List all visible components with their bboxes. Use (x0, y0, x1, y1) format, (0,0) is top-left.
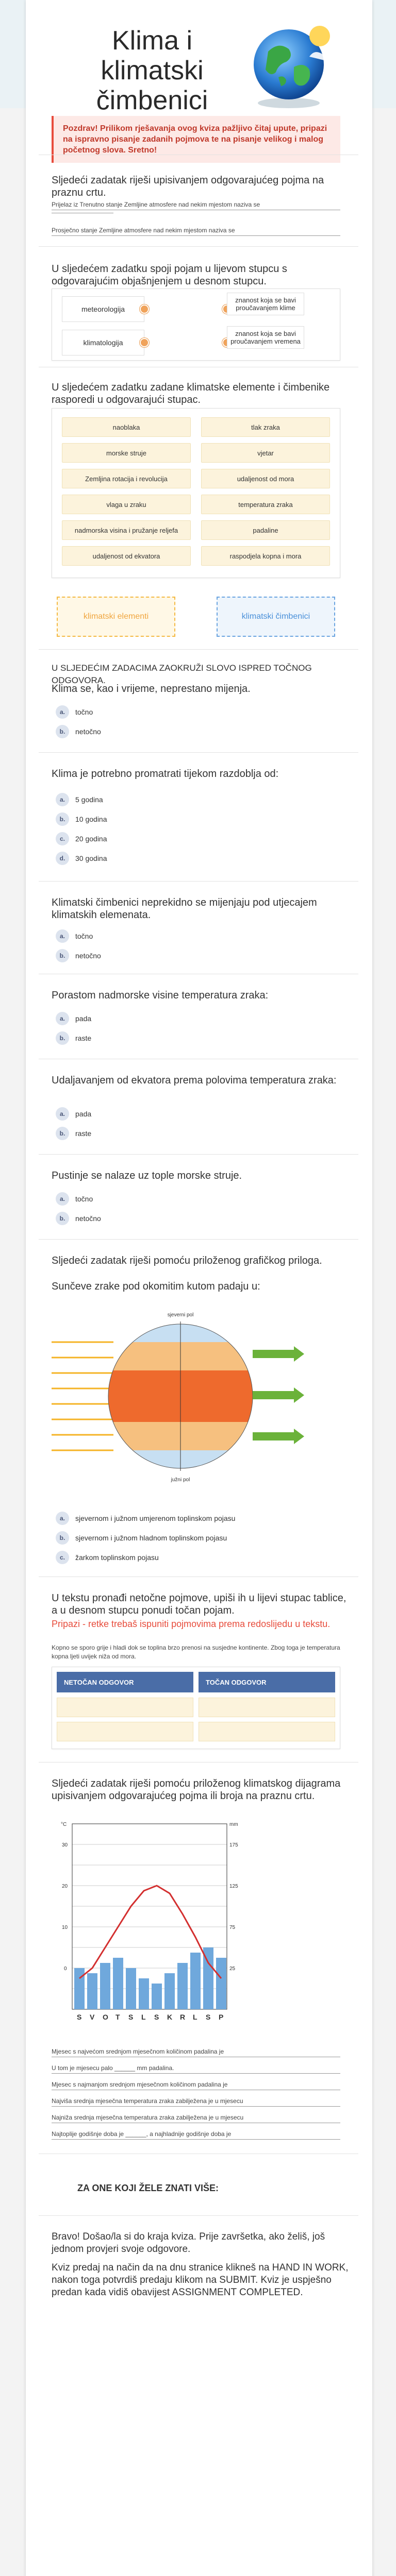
question-5-text: Klima je potrebno promatrati tijekom razdoblja od: (52, 768, 279, 779)
svg-text:0: 0 (64, 1966, 67, 1972)
option-a[interactable]: a. točno (56, 703, 93, 721)
option-letter: c. (56, 1551, 69, 1564)
question-12-text: Sljedeći zadatak riješi pomoću priloženog klimatskog dijagrama upisivanjem odgovarajućeg pojma ili broja na praznu crtu. (52, 1778, 341, 1802)
match-term-climatology[interactable]: klimatologija (62, 330, 144, 355)
option-letter: a. (56, 1192, 69, 1206)
option-b[interactable]: b. raste (56, 1029, 91, 1047)
sort-item[interactable]: naoblaka (62, 417, 191, 437)
svg-text:175: 175 (229, 1842, 238, 1848)
match-definition-climate[interactable]: znanost koja se bavi proučavanjem klime (227, 293, 304, 315)
fill-line-climate[interactable]: Prosječno stanje Zemljine atmosfere nad nekim mjestom naziva se (52, 227, 340, 236)
svg-text:75: 75 (229, 1925, 236, 1930)
diagram-answer-line[interactable]: Mjesec s najmanjom srednjom mjesečnom količinom padalina je (52, 2081, 340, 2090)
divider (39, 246, 358, 247)
month-label: P (219, 2013, 224, 2021)
sort-item[interactable]: vjetar (201, 443, 330, 463)
option-b[interactable]: b. netočno (56, 723, 101, 740)
zone-arrows (253, 1346, 304, 1444)
correct-term-input[interactable] (199, 1698, 335, 1717)
option-a[interactable]: a. točno (56, 927, 93, 945)
page-title: Klima i klimatski čimbenici (96, 26, 208, 115)
correct-term-input[interactable] (199, 1722, 335, 1741)
match-connector-dot[interactable] (140, 304, 149, 314)
match-term-meteorology[interactable]: meteorologija (62, 296, 144, 322)
question-11-text: U tekstu pronađi netočne pojmove, upiši ih u lijevi stupac tablice, a u desnom stupcu ponudi točan pojam. (52, 1592, 346, 1616)
earth-zones-diagram (52, 1301, 309, 1486)
option-letter: b. (56, 949, 69, 962)
svg-text:20: 20 (62, 1884, 68, 1889)
diagram-answer-line[interactable]: U tom je mjesecu palo ______ mm padalina. (52, 2064, 340, 2074)
option-letter: a. (56, 1012, 69, 1025)
wrong-term-input[interactable] (57, 1722, 193, 1741)
bin-climate-factors[interactable]: klimatski čimbenici (217, 597, 335, 637)
option-letter: d. (56, 852, 69, 865)
month-labels (77, 2013, 223, 2021)
month-label: T (116, 2013, 120, 2021)
month-label: L (193, 2013, 197, 2021)
option-b[interactable]: b. netočno (56, 1210, 101, 1227)
diagram-answer-line[interactable]: Mjesec s najvećom srednjom mjesečnom količinom padalina je (52, 2048, 340, 2057)
svg-text:125: 125 (229, 1884, 238, 1889)
option-a[interactable]: a. 5 godina (56, 791, 103, 808)
sort-item[interactable]: udaljenost od mora (201, 469, 330, 488)
month-label: S (128, 2013, 134, 2021)
option-a[interactable]: a. točno (56, 1190, 93, 1208)
svg-text:°C: °C (61, 1822, 67, 1827)
bin-climate-elements[interactable]: klimatski elementi (57, 597, 175, 637)
question-8-text: Udaljavanjem od ekvatora prema polovima temperatura zraka: (52, 1075, 337, 1086)
month-label: V (90, 2013, 95, 2021)
globe-icon (242, 21, 335, 113)
question-4-text: Klima se, kao i vrijeme, neprestano mijenja. (52, 683, 251, 694)
completion-text: Bravo! Došao/la si do kraja kviza. Prije završetka, ako želiš, još jednom provjeri svoje odgovore. (52, 2231, 325, 2255)
question-9-text: Pustinje se nalaze uz tople morske struje. (52, 1170, 242, 1181)
sort-item[interactable]: padaline (201, 520, 330, 540)
climate-diagram (52, 1814, 248, 2030)
divider (39, 752, 358, 753)
option-a[interactable]: a. sjevernom i južnom umjerenom toplinskom pojasu (56, 1510, 235, 1527)
sort-item[interactable]: raspodjela kopna i mora (201, 546, 330, 566)
option-letter: b. (56, 1127, 69, 1140)
question-10-text: Sljedeći zadatak riješi pomoću priloženog grafičkog priloga. (52, 1255, 322, 1266)
month-label: O (103, 2013, 108, 2021)
option-b[interactable]: b. netočno (56, 947, 101, 964)
intro-notice: Pozdrav! Prilikom rješavanja ovog kviza pažljivo čitaj upute, pripazi na ispravno pisanje zadanih pojmova te na pisanje velikog i malog početnog slova. Sretno! (52, 116, 340, 163)
question-6-text: Klimatski čimbenici neprekidno se mijenjaju pod utjecajem klimatskih elemenata. (52, 897, 317, 921)
question-11-warning: Pripazi - retke trebaš ispuniti pojmovima prema redoslijedu u tekstu. (52, 1619, 331, 1629)
sort-item[interactable]: nadmorska visina i pružanje reljefa (62, 520, 191, 540)
option-b[interactable]: b. 10 godina (56, 810, 107, 828)
match-definition-weather[interactable]: znanost koja se bavi proučavanjem vremena (227, 326, 304, 349)
submission-instructions: Kviz predaj na način da na dnu stranice klikneš na HAND IN WORK, nakon toga potvrdiš predaju klikom na SUBMIT. Kviz je uspješno predan kada vidiš obavijest ASSIGNMENT COMPLETED. (52, 2262, 349, 2298)
option-c[interactable]: c. žarkom toplinskom pojasu (56, 1549, 159, 1566)
option-letter: b. (56, 812, 69, 826)
svg-text:30: 30 (62, 1842, 68, 1848)
option-letter: b. (56, 1212, 69, 1225)
question-11-paragraph: Kopno se sporo grije i hladi dok se toplina brzo prenosi na susjedne kontinente. Zbog toga je temperatura kopna ljeti uvijek niža od mora. (52, 1644, 340, 1660)
month-label: S (77, 2013, 82, 2021)
option-letter: b. (56, 1531, 69, 1545)
month-label: K (167, 2013, 173, 2021)
option-a[interactable]: a. pada (56, 1010, 91, 1027)
svg-text:10: 10 (62, 1925, 68, 1930)
option-a[interactable]: a. pada (56, 1105, 91, 1123)
sort-item[interactable]: temperatura zraka (201, 495, 330, 514)
sort-item[interactable]: morske struje (62, 443, 191, 463)
option-c[interactable]: c. 20 godina (56, 830, 107, 848)
diagram-answer-line[interactable]: Najtoplije godišnje doba je ______, a najhladnije godišnje doba je (52, 2130, 340, 2140)
option-letter: a. (56, 793, 69, 806)
option-letter: a. (56, 929, 69, 943)
option-b[interactable]: b. sjevernom i južnom hladnom toplinskom pojasu (56, 1529, 227, 1547)
month-label: R (180, 2013, 186, 2021)
south-pole-label: južni pol (171, 1477, 190, 1483)
sort-item[interactable]: udaljenost od ekvatora (62, 546, 191, 566)
question-7-text: Porastom nadmorske visine temperatura zraka: (52, 990, 269, 1001)
svg-text:25: 25 (229, 1966, 236, 1972)
match-connector-dot[interactable] (140, 338, 149, 347)
sun-rays (52, 1342, 113, 1450)
svg-text:mm: mm (229, 1822, 238, 1827)
month-label: S (206, 2013, 211, 2021)
sort-item[interactable]: Zemljina rotacija i revolucija (62, 469, 191, 488)
option-letter: a. (56, 1512, 69, 1525)
more-info-heading: ZA ONE KOJI ŽELE ZNATI VIŠE: (77, 2183, 219, 2193)
option-b[interactable]: b. raste (56, 1125, 91, 1142)
fill-line-weather-blank[interactable] (52, 211, 113, 213)
divider (39, 1154, 358, 1155)
north-pole-label: sjeverni pol (167, 1312, 194, 1318)
divider (39, 649, 358, 650)
sort-item[interactable]: tlak zraka (201, 417, 330, 437)
option-d[interactable]: d. 30 godina (56, 850, 107, 867)
option-letter: c. (56, 832, 69, 845)
divider (39, 881, 358, 882)
question-10-subtext: Sunčeve zrake pod okomitim kutom padaju u: (52, 1281, 260, 1292)
option-letter: b. (56, 1031, 69, 1045)
col-correct-header: TOČAN ODGOVOR (199, 1672, 335, 1692)
option-letter: a. (56, 1107, 69, 1121)
diagram-answer-line[interactable]: Najniža srednja mjesečna temperatura zraka zabilježena je u mjesecu (52, 2114, 340, 2123)
sort-item[interactable]: vlaga u zraku (62, 495, 191, 514)
divider (39, 1239, 358, 1240)
question-2-text: U sljedećem zadatku spoji pojam u lijevom stupcu s odgovarajućim objašnjenjem u desnom stupcu. (52, 263, 287, 287)
option-letter: b. (56, 725, 69, 738)
option-letter: a. (56, 705, 69, 719)
diagram-answer-line[interactable]: Najviša srednja mjesečna temperatura zraka zabilježena je u mjesecu (52, 2097, 340, 2107)
choice-instruction: U SLJEDEĆIM ZADACIMA ZAOKRUŽI SLOVO ISPRED TOČNOG ODGOVORA. (52, 663, 312, 685)
question-1-text: Sljedeći zadatak riješi upisivanjem odgovarajućeg pojma na praznu crtu. (52, 175, 324, 198)
wrong-term-input[interactable] (57, 1698, 193, 1717)
month-label: S (154, 2013, 159, 2021)
fill-line-weather[interactable]: Prijelaz iz Trenutno stanje Zemljine atmosfere nad nekim mjestom naziva se (52, 201, 340, 210)
question-3-text: U sljedećem zadatku zadane klimatske elemente i čimbenike rasporedi u odgovarajući stupac. (52, 382, 330, 405)
divider (39, 2215, 358, 2216)
precip-bars (74, 1947, 226, 2009)
month-label: L (141, 2013, 146, 2021)
col-wrong-header: NETOČAN ODGOVOR (57, 1672, 193, 1692)
